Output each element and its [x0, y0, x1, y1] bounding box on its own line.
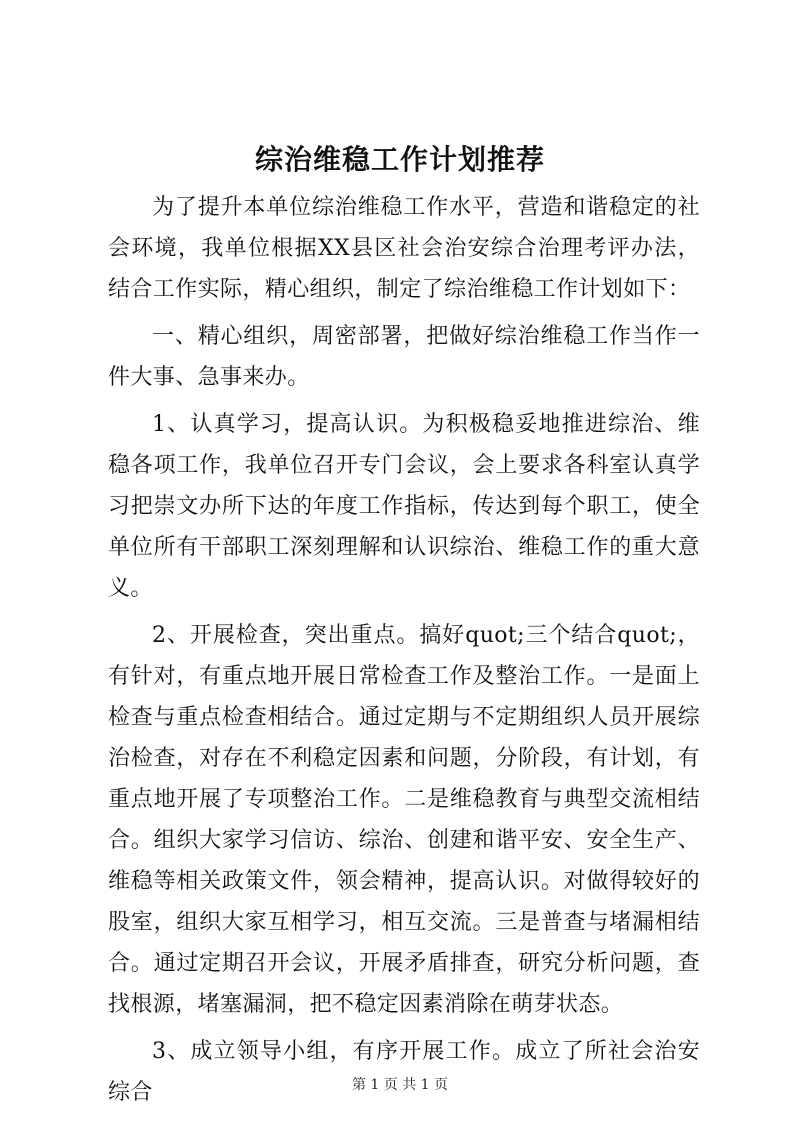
document-title: 综治维稳工作计划推荐 [254, 143, 545, 176]
paragraph-intro: 为了提升本单位综治维稳工作水平，营造和谐稳定的社会环境，我单位根据XX县区社会治安综合治理考评办法，结合工作实际，精心组织，制定了综治维稳工作计划如下： [108, 195, 700, 302]
paragraph-item-3: 3、成立领导小组，有序开展工作。成立了所社会治安综合 [108, 1039, 700, 1105]
paragraph-section-1: 一、精心组织，周密部署，把做好综治维稳工作当作一件大事、急事来办。 [108, 324, 700, 390]
paragraph-item-2: 2、开展检查，突出重点。搞好quot;三个结合quot;，有针对，有重点地开展日常检查工作及整治工作。一是面上检查与重点检查相结合。通过定期与不定期组织人员开展综治检查，对存在不利稳定因素和问题，分阶段，有计划，有重点地开展了专项整治工作。二是维稳教育与典型交流相结合。组织大家学习信访、综治、创建和谐平安、安全生产、维稳等相关政策文件，领会精神，提高认识。对做得较好的股室，组织大家互相学习，相互交流。三是普查与堵漏相结合。通过定期召开会议，开展矛盾排查，研究分析问题，查找根源，堵塞漏洞，把不稳定因素消除在萌芽状态。 [108, 623, 700, 1017]
paragraph-item-1: 1、认真学习，提高认识。为积极稳妥地推进综治、维稳各项工作，我单位召开专门会议，会上要求各科室认真学习把崇文办所下达的年度工作指标，传达到每个职工，使全单位所有干部职工深刻理解和认识综治、维稳工作的重大意义。 [108, 412, 700, 601]
page-number-footer: 第 1 页 共 1 页 [351, 1077, 449, 1093]
document-body [108, 187, 700, 1113]
